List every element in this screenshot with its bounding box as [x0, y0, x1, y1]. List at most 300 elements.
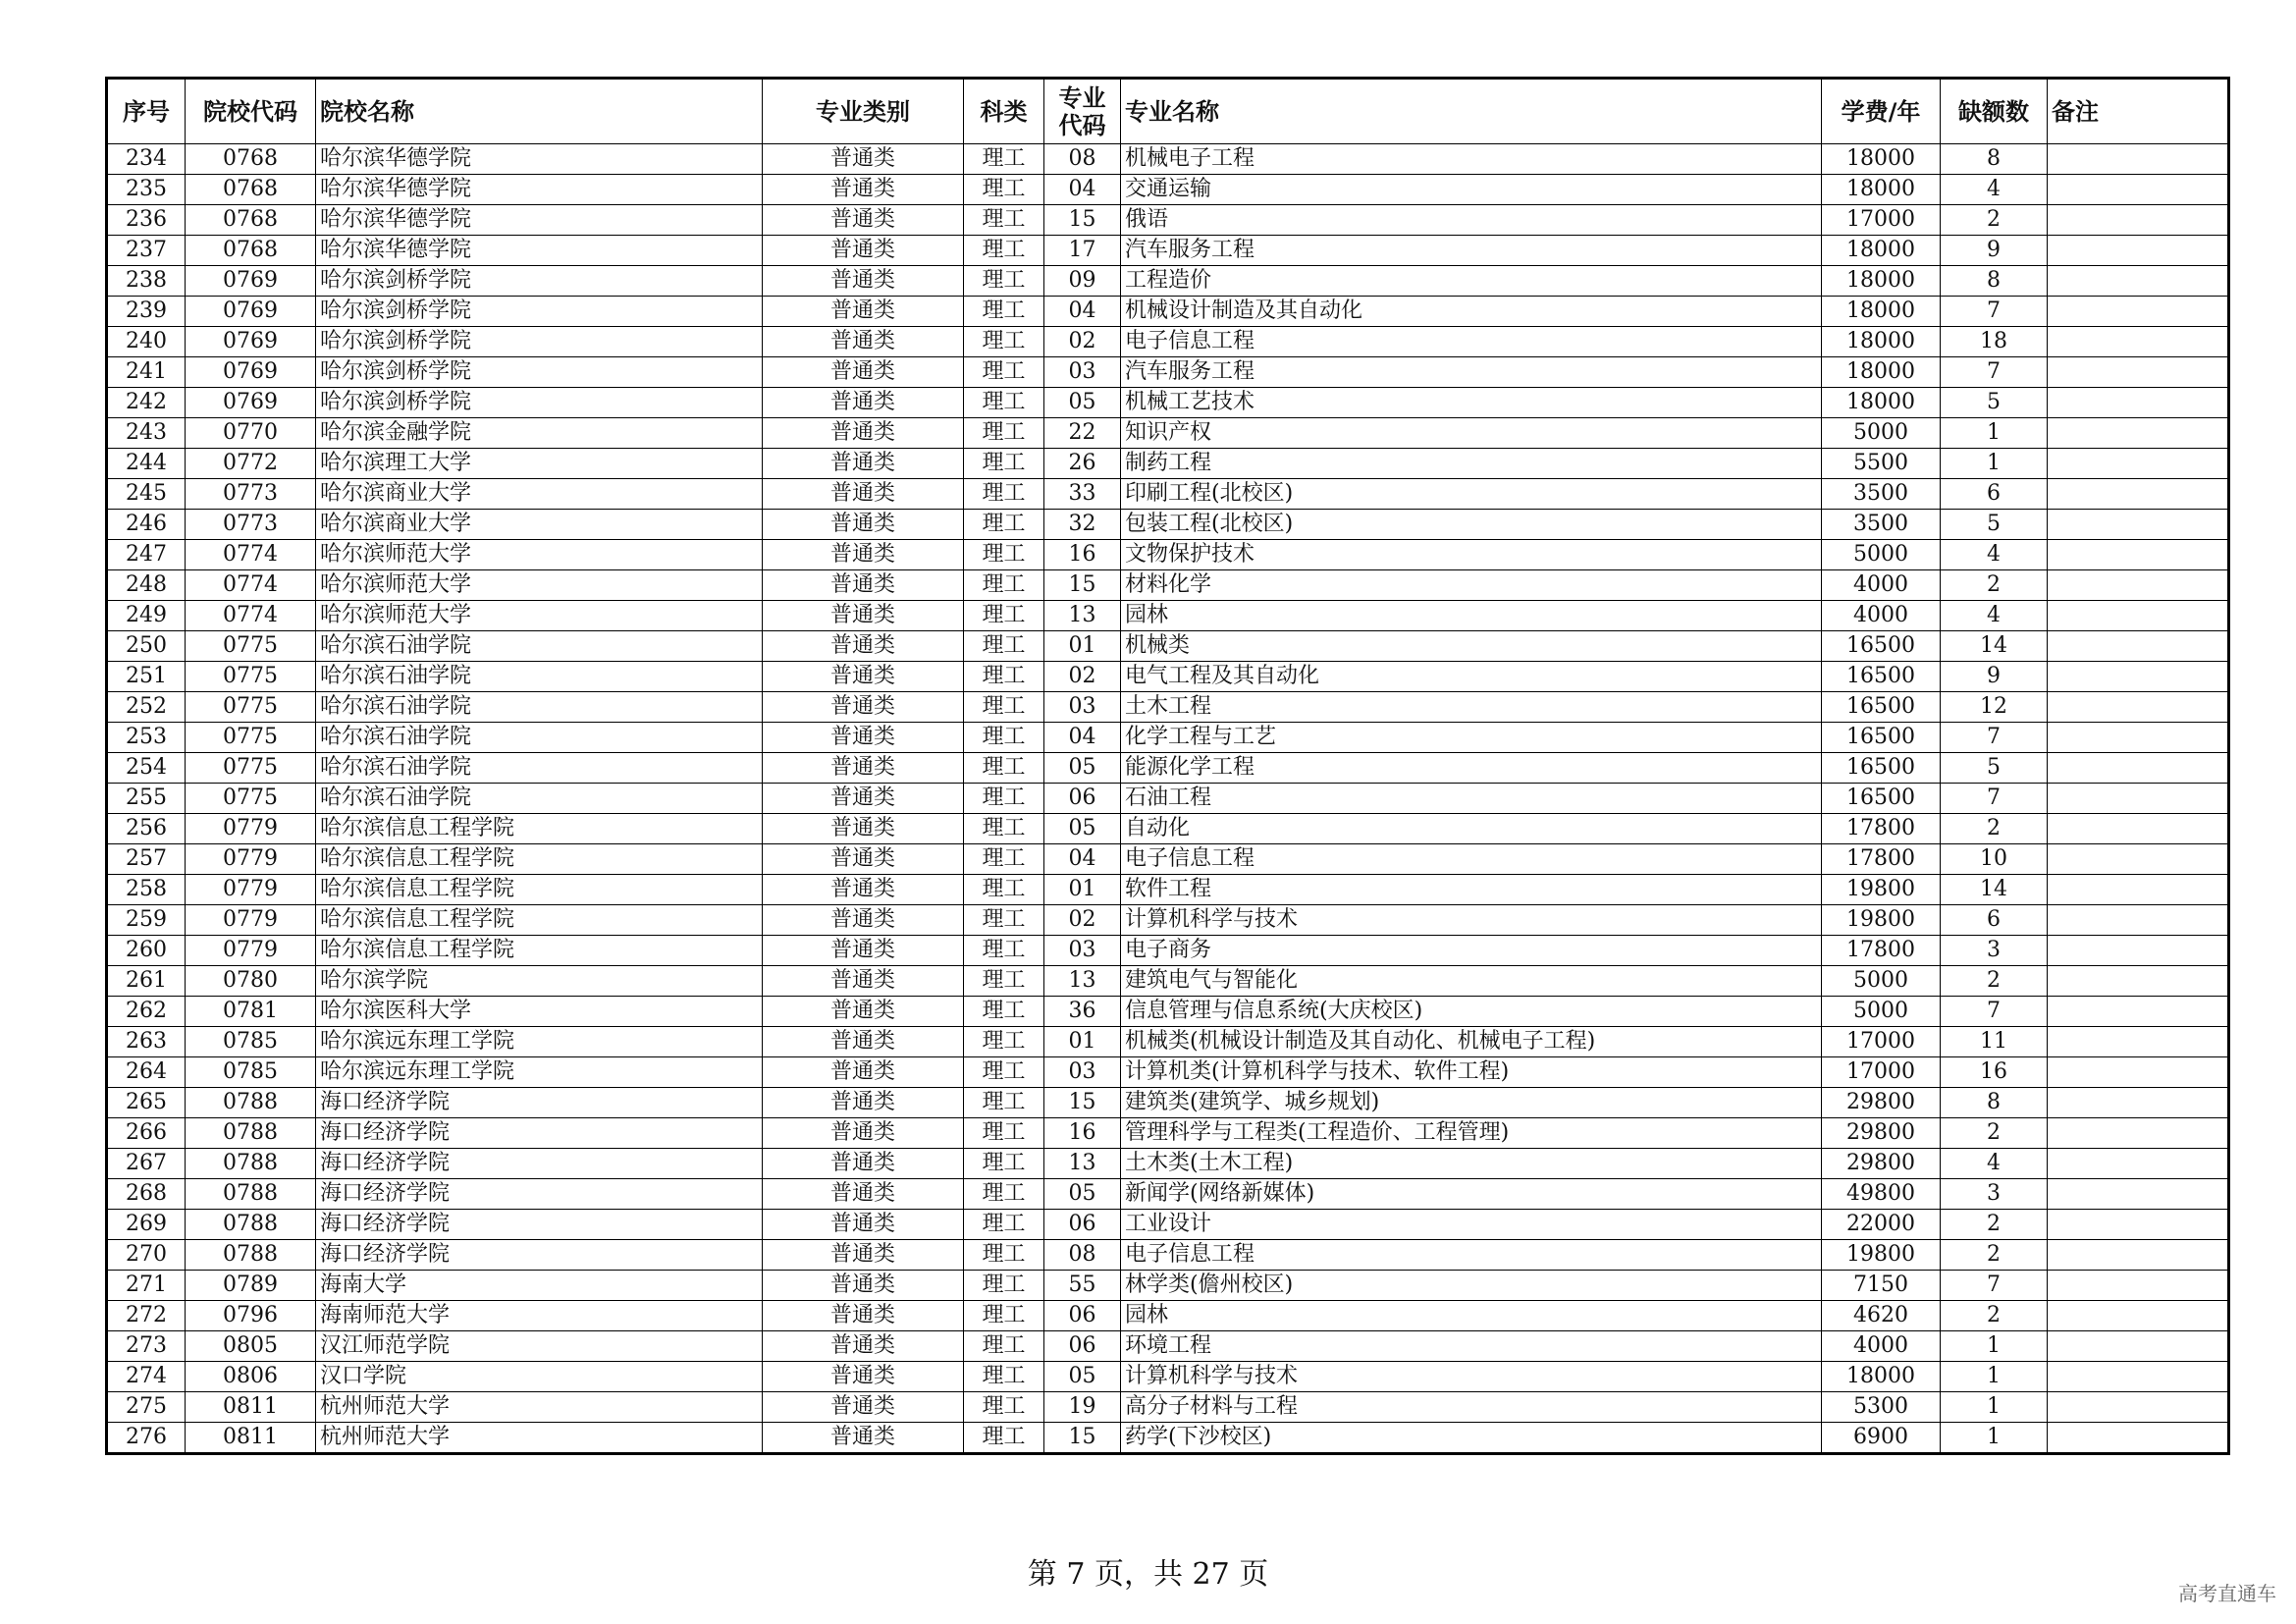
cell-tuition: 18000	[1822, 388, 1941, 418]
cell-tuition: 16500	[1822, 723, 1941, 753]
cell-major-name: 计算机科学与技术	[1121, 1362, 1822, 1392]
cell-subject: 理工	[964, 1423, 1044, 1454]
cell-major-code: 16	[1044, 540, 1121, 570]
col-header-major-code-line1: 专业	[1058, 83, 1106, 112]
cell-tuition: 19800	[1822, 875, 1941, 905]
col-header-major-code-line2: 代码	[1058, 111, 1106, 139]
cell-school-name: 汉江师范学院	[316, 1331, 763, 1362]
cell-vacancies: 16	[1941, 1057, 2048, 1088]
cell-subject: 理工	[964, 1331, 1044, 1362]
cell-major-name: 工业设计	[1121, 1210, 1822, 1240]
cell-major-name: 包装工程(北校区)	[1121, 510, 1822, 540]
table-row	[107, 784, 2229, 814]
col-header-school-name: 院校名称	[316, 79, 763, 144]
cell-major-name: 建筑电气与智能化	[1121, 966, 1822, 997]
table-row	[107, 997, 2229, 1027]
cell-school-name: 哈尔滨剑桥学院	[316, 357, 763, 388]
cell-major-code: 03	[1044, 692, 1121, 723]
table-row	[107, 601, 2229, 631]
cell-category: 普通类	[763, 1088, 964, 1118]
cell-seq: 241	[107, 357, 186, 388]
cell-major-name: 管理科学与工程类(工程造价、工程管理)	[1121, 1118, 1822, 1149]
cell-subject: 理工	[964, 144, 1044, 175]
cell-vacancies: 1	[1941, 1392, 2048, 1423]
cell-tuition: 17000	[1822, 205, 1941, 236]
cell-school-name: 哈尔滨信息工程学院	[316, 814, 763, 844]
cell-tuition: 18000	[1822, 357, 1941, 388]
cell-seq: 269	[107, 1210, 186, 1240]
cell-subject: 理工	[964, 1179, 1044, 1210]
cell-school-code: 0774	[186, 570, 316, 601]
cell-school-code: 0775	[186, 692, 316, 723]
cell-major-code: 04	[1044, 844, 1121, 875]
cell-subject: 理工	[964, 1057, 1044, 1088]
cell-seq: 276	[107, 1423, 186, 1454]
cell-major-name: 印刷工程(北校区)	[1121, 479, 1822, 510]
cell-school-code: 0779	[186, 875, 316, 905]
cell-category: 普通类	[763, 266, 964, 297]
cell-major-code: 05	[1044, 388, 1121, 418]
cell-major-code: 26	[1044, 449, 1121, 479]
cell-major-code: 01	[1044, 875, 1121, 905]
cell-school-code: 0785	[186, 1057, 316, 1088]
cell-major-code: 02	[1044, 327, 1121, 357]
cell-school-code: 0805	[186, 1331, 316, 1362]
cell-remarks	[2048, 905, 2229, 936]
cell-school-name: 哈尔滨石油学院	[316, 723, 763, 753]
cell-tuition: 18000	[1822, 236, 1941, 266]
cell-major-name: 土木工程	[1121, 692, 1822, 723]
cell-category: 普通类	[763, 297, 964, 327]
cell-major-name: 新闻学(网络新媒体)	[1121, 1179, 1822, 1210]
cell-major-name: 高分子材料与工程	[1121, 1392, 1822, 1423]
cell-subject: 理工	[964, 297, 1044, 327]
col-header-category: 专业类别	[763, 79, 964, 144]
cell-remarks	[2048, 936, 2229, 966]
cell-subject: 理工	[964, 1118, 1044, 1149]
cell-tuition: 4000	[1822, 1331, 1941, 1362]
cell-remarks	[2048, 1271, 2229, 1301]
cell-major-name: 化学工程与工艺	[1121, 723, 1822, 753]
cell-category: 普通类	[763, 966, 964, 997]
cell-school-code: 0785	[186, 1027, 316, 1057]
cell-seq: 246	[107, 510, 186, 540]
cell-subject: 理工	[964, 540, 1044, 570]
cell-major-name: 机械类(机械设计制造及其自动化、机械电子工程)	[1121, 1027, 1822, 1057]
cell-tuition: 18000	[1822, 266, 1941, 297]
cell-tuition: 17000	[1822, 1057, 1941, 1088]
cell-remarks	[2048, 175, 2229, 205]
cell-category: 普通类	[763, 997, 964, 1027]
cell-remarks	[2048, 997, 2229, 1027]
cell-remarks	[2048, 1179, 2229, 1210]
cell-seq: 259	[107, 905, 186, 936]
cell-tuition: 3500	[1822, 510, 1941, 540]
cell-vacancies: 6	[1941, 905, 2048, 936]
cell-subject: 理工	[964, 631, 1044, 662]
col-header-subject: 科类	[964, 79, 1044, 144]
cell-major-name: 交通运输	[1121, 175, 1822, 205]
cell-tuition: 6900	[1822, 1423, 1941, 1454]
cell-major-name: 建筑类(建筑学、城乡规划)	[1121, 1088, 1822, 1118]
cell-remarks	[2048, 1362, 2229, 1392]
cell-tuition: 18000	[1822, 327, 1941, 357]
cell-major-code: 08	[1044, 144, 1121, 175]
cell-category: 普通类	[763, 510, 964, 540]
cell-remarks	[2048, 479, 2229, 510]
cell-school-code: 0768	[186, 144, 316, 175]
cell-remarks	[2048, 1088, 2229, 1118]
cell-major-code: 09	[1044, 266, 1121, 297]
cell-school-code: 0774	[186, 540, 316, 570]
cell-school-name: 哈尔滨远东理工学院	[316, 1057, 763, 1088]
cell-major-code: 15	[1044, 1088, 1121, 1118]
cell-major-code: 04	[1044, 297, 1121, 327]
cell-vacancies: 8	[1941, 144, 2048, 175]
cell-major-code: 05	[1044, 1179, 1121, 1210]
cell-tuition: 5000	[1822, 540, 1941, 570]
cell-school-code: 0811	[186, 1423, 316, 1454]
cell-category: 普通类	[763, 905, 964, 936]
table-row	[107, 479, 2229, 510]
cell-tuition: 29800	[1822, 1149, 1941, 1179]
cell-school-name: 哈尔滨远东理工学院	[316, 1027, 763, 1057]
cell-major-code: 04	[1044, 175, 1121, 205]
admission-vacancy-table	[105, 77, 2230, 1455]
cell-major-code: 32	[1044, 510, 1121, 540]
cell-tuition: 5000	[1822, 997, 1941, 1027]
cell-tuition: 16500	[1822, 631, 1941, 662]
table-row	[107, 1392, 2229, 1423]
cell-seq: 258	[107, 875, 186, 905]
cell-remarks	[2048, 266, 2229, 297]
cell-school-code: 0811	[186, 1392, 316, 1423]
cell-subject: 理工	[964, 1210, 1044, 1240]
cell-tuition: 5300	[1822, 1392, 1941, 1423]
table-row	[107, 570, 2229, 601]
cell-school-code: 0769	[186, 357, 316, 388]
cell-tuition: 18000	[1822, 144, 1941, 175]
cell-major-code: 19	[1044, 1392, 1121, 1423]
cell-remarks	[2048, 662, 2229, 692]
cell-subject: 理工	[964, 936, 1044, 966]
cell-school-name: 汉口学院	[316, 1362, 763, 1392]
cell-tuition: 4620	[1822, 1301, 1941, 1331]
cell-seq: 251	[107, 662, 186, 692]
cell-remarks	[2048, 540, 2229, 570]
cell-major-name: 材料化学	[1121, 570, 1822, 601]
cell-seq: 268	[107, 1179, 186, 1210]
cell-tuition: 4000	[1822, 601, 1941, 631]
col-header-major-name: 专业名称	[1121, 79, 1822, 144]
cell-seq: 264	[107, 1057, 186, 1088]
cell-seq: 249	[107, 601, 186, 631]
cell-subject: 理工	[964, 357, 1044, 388]
cell-category: 普通类	[763, 814, 964, 844]
cell-subject: 理工	[964, 1149, 1044, 1179]
cell-category: 普通类	[763, 388, 964, 418]
cell-school-name: 海口经济学院	[316, 1088, 763, 1118]
cell-school-code: 0780	[186, 966, 316, 997]
cell-school-code: 0774	[186, 601, 316, 631]
cell-major-code: 17	[1044, 236, 1121, 266]
table-row	[107, 175, 2229, 205]
cell-vacancies: 18	[1941, 327, 2048, 357]
cell-major-code: 03	[1044, 1057, 1121, 1088]
table-row	[107, 1362, 2229, 1392]
cell-category: 普通类	[763, 327, 964, 357]
cell-seq: 238	[107, 266, 186, 297]
cell-seq: 244	[107, 449, 186, 479]
cell-vacancies: 7	[1941, 997, 2048, 1027]
cell-subject: 理工	[964, 175, 1044, 205]
table-row	[107, 1271, 2229, 1301]
cell-major-code: 05	[1044, 814, 1121, 844]
cell-school-code: 0779	[186, 936, 316, 966]
cell-major-name: 石油工程	[1121, 784, 1822, 814]
cell-vacancies: 12	[1941, 692, 2048, 723]
cell-subject: 理工	[964, 205, 1044, 236]
cell-category: 普通类	[763, 540, 964, 570]
cell-school-code: 0775	[186, 753, 316, 784]
cell-remarks	[2048, 236, 2229, 266]
cell-school-code: 0769	[186, 388, 316, 418]
cell-school-code: 0768	[186, 236, 316, 266]
cell-school-name: 哈尔滨学院	[316, 966, 763, 997]
cell-seq: 236	[107, 205, 186, 236]
cell-remarks	[2048, 1210, 2229, 1240]
table-row	[107, 540, 2229, 570]
table-row	[107, 966, 2229, 997]
table-row	[107, 753, 2229, 784]
table-row	[107, 236, 2229, 266]
cell-seq: 252	[107, 692, 186, 723]
cell-tuition: 17800	[1822, 814, 1941, 844]
table-row	[107, 631, 2229, 662]
cell-vacancies: 2	[1941, 1301, 2048, 1331]
cell-category: 普通类	[763, 723, 964, 753]
cell-remarks	[2048, 753, 2229, 784]
table-row	[107, 327, 2229, 357]
cell-school-name: 哈尔滨信息工程学院	[316, 844, 763, 875]
cell-subject: 理工	[964, 662, 1044, 692]
cell-school-code: 0768	[186, 175, 316, 205]
cell-school-name: 海口经济学院	[316, 1240, 763, 1271]
cell-category: 普通类	[763, 1271, 964, 1301]
cell-tuition: 22000	[1822, 1210, 1941, 1240]
cell-major-code: 08	[1044, 1240, 1121, 1271]
cell-subject: 理工	[964, 327, 1044, 357]
cell-school-code: 0788	[186, 1210, 316, 1240]
cell-tuition: 18000	[1822, 1362, 1941, 1392]
cell-remarks	[2048, 875, 2229, 905]
cell-remarks	[2048, 844, 2229, 875]
cell-vacancies: 11	[1941, 1027, 2048, 1057]
cell-vacancies: 4	[1941, 540, 2048, 570]
cell-vacancies: 4	[1941, 601, 2048, 631]
cell-major-name: 汽车服务工程	[1121, 357, 1822, 388]
cell-subject: 理工	[964, 1271, 1044, 1301]
table-row	[107, 936, 2229, 966]
cell-category: 普通类	[763, 418, 964, 449]
cell-remarks	[2048, 1240, 2229, 1271]
cell-seq: 234	[107, 144, 186, 175]
cell-vacancies: 3	[1941, 936, 2048, 966]
cell-vacancies: 9	[1941, 662, 2048, 692]
cell-major-name: 机械设计制造及其自动化	[1121, 297, 1822, 327]
cell-school-name: 哈尔滨石油学院	[316, 662, 763, 692]
cell-subject: 理工	[964, 449, 1044, 479]
cell-school-name: 哈尔滨师范大学	[316, 601, 763, 631]
cell-seq: 254	[107, 753, 186, 784]
cell-vacancies: 2	[1941, 814, 2048, 844]
cell-category: 普通类	[763, 1301, 964, 1331]
cell-school-name: 杭州师范大学	[316, 1392, 763, 1423]
col-header-vacancies: 缺额数	[1941, 79, 2048, 144]
table-row	[107, 1301, 2229, 1331]
cell-remarks	[2048, 1149, 2229, 1179]
table-row	[107, 357, 2229, 388]
table-row	[107, 692, 2229, 723]
cell-school-name: 哈尔滨金融学院	[316, 418, 763, 449]
cell-tuition: 16500	[1822, 692, 1941, 723]
cell-subject: 理工	[964, 1362, 1044, 1392]
cell-subject: 理工	[964, 1240, 1044, 1271]
cell-category: 普通类	[763, 144, 964, 175]
cell-vacancies: 10	[1941, 844, 2048, 875]
cell-school-name: 哈尔滨信息工程学院	[316, 905, 763, 936]
cell-vacancies: 4	[1941, 1149, 2048, 1179]
cell-subject: 理工	[964, 844, 1044, 875]
cell-school-name: 哈尔滨师范大学	[316, 540, 763, 570]
cell-school-code: 0806	[186, 1362, 316, 1392]
cell-major-name: 软件工程	[1121, 875, 1822, 905]
cell-tuition: 19800	[1822, 905, 1941, 936]
cell-school-name: 哈尔滨石油学院	[316, 631, 763, 662]
cell-school-name: 哈尔滨华德学院	[316, 205, 763, 236]
cell-school-code: 0769	[186, 266, 316, 297]
cell-school-code: 0788	[186, 1179, 316, 1210]
cell-school-name: 哈尔滨石油学院	[316, 784, 763, 814]
cell-remarks	[2048, 144, 2229, 175]
cell-vacancies: 1	[1941, 449, 2048, 479]
cell-major-name: 自动化	[1121, 814, 1822, 844]
cell-school-code: 0775	[186, 723, 316, 753]
cell-category: 普通类	[763, 1027, 964, 1057]
cell-seq: 242	[107, 388, 186, 418]
cell-subject: 理工	[964, 388, 1044, 418]
cell-vacancies: 3	[1941, 1179, 2048, 1210]
cell-major-name: 知识产权	[1121, 418, 1822, 449]
cell-remarks	[2048, 1301, 2229, 1331]
cell-category: 普通类	[763, 1240, 964, 1271]
cell-major-code: 01	[1044, 1027, 1121, 1057]
cell-remarks	[2048, 357, 2229, 388]
col-header-tuition: 学费/年	[1822, 79, 1941, 144]
cell-category: 普通类	[763, 662, 964, 692]
cell-school-code: 0769	[186, 327, 316, 357]
cell-school-code: 0788	[186, 1149, 316, 1179]
cell-major-name: 电子信息工程	[1121, 327, 1822, 357]
cell-major-code: 16	[1044, 1118, 1121, 1149]
cell-subject: 理工	[964, 966, 1044, 997]
cell-seq: 260	[107, 936, 186, 966]
table-header-row	[107, 79, 2229, 144]
cell-tuition: 29800	[1822, 1088, 1941, 1118]
cell-tuition: 3500	[1822, 479, 1941, 510]
cell-major-code: 01	[1044, 631, 1121, 662]
cell-seq: 256	[107, 814, 186, 844]
cell-subject: 理工	[964, 266, 1044, 297]
cell-major-name: 计算机科学与技术	[1121, 905, 1822, 936]
cell-school-name: 哈尔滨石油学院	[316, 753, 763, 784]
cell-major-code: 04	[1044, 723, 1121, 753]
table-row	[107, 1149, 2229, 1179]
cell-remarks	[2048, 966, 2229, 997]
cell-major-name: 能源化学工程	[1121, 753, 1822, 784]
cell-subject: 理工	[964, 570, 1044, 601]
table-row	[107, 205, 2229, 236]
cell-subject: 理工	[964, 784, 1044, 814]
cell-vacancies: 8	[1941, 1088, 2048, 1118]
cell-remarks	[2048, 1118, 2229, 1149]
cell-school-code: 0775	[186, 631, 316, 662]
cell-remarks	[2048, 570, 2229, 601]
cell-tuition: 17000	[1822, 1027, 1941, 1057]
cell-category: 普通类	[763, 479, 964, 510]
cell-major-name: 计算机类(计算机科学与技术、软件工程)	[1121, 1057, 1822, 1088]
table-row	[107, 1027, 2229, 1057]
cell-school-code: 0773	[186, 510, 316, 540]
cell-major-code: 15	[1044, 570, 1121, 601]
cell-category: 普通类	[763, 1118, 964, 1149]
cell-vacancies: 1	[1941, 418, 2048, 449]
cell-tuition: 18000	[1822, 175, 1941, 205]
cell-vacancies: 9	[1941, 236, 2048, 266]
cell-remarks	[2048, 723, 2229, 753]
cell-vacancies: 14	[1941, 631, 2048, 662]
cell-school-name: 哈尔滨剑桥学院	[316, 388, 763, 418]
cell-category: 普通类	[763, 175, 964, 205]
col-header-major-code	[1044, 79, 1121, 144]
cell-vacancies: 2	[1941, 966, 2048, 997]
cell-major-name: 俄语	[1121, 205, 1822, 236]
cell-tuition: 49800	[1822, 1179, 1941, 1210]
cell-seq: 274	[107, 1362, 186, 1392]
cell-school-name: 杭州师范大学	[316, 1423, 763, 1454]
cell-tuition: 16500	[1822, 753, 1941, 784]
cell-vacancies: 2	[1941, 570, 2048, 601]
cell-subject: 理工	[964, 1027, 1044, 1057]
cell-category: 普通类	[763, 236, 964, 266]
cell-school-name: 海口经济学院	[316, 1179, 763, 1210]
cell-major-code: 06	[1044, 784, 1121, 814]
table-row	[107, 1210, 2229, 1240]
table-row	[107, 418, 2229, 449]
cell-subject: 理工	[964, 814, 1044, 844]
cell-subject: 理工	[964, 601, 1044, 631]
cell-major-name: 电气工程及其自动化	[1121, 662, 1822, 692]
cell-category: 普通类	[763, 875, 964, 905]
cell-seq: 266	[107, 1118, 186, 1149]
table-row	[107, 662, 2229, 692]
cell-school-name: 海南大学	[316, 1271, 763, 1301]
cell-vacancies: 8	[1941, 266, 2048, 297]
cell-seq: 235	[107, 175, 186, 205]
cell-category: 普通类	[763, 844, 964, 875]
cell-school-code: 0781	[186, 997, 316, 1027]
cell-major-code: 03	[1044, 357, 1121, 388]
